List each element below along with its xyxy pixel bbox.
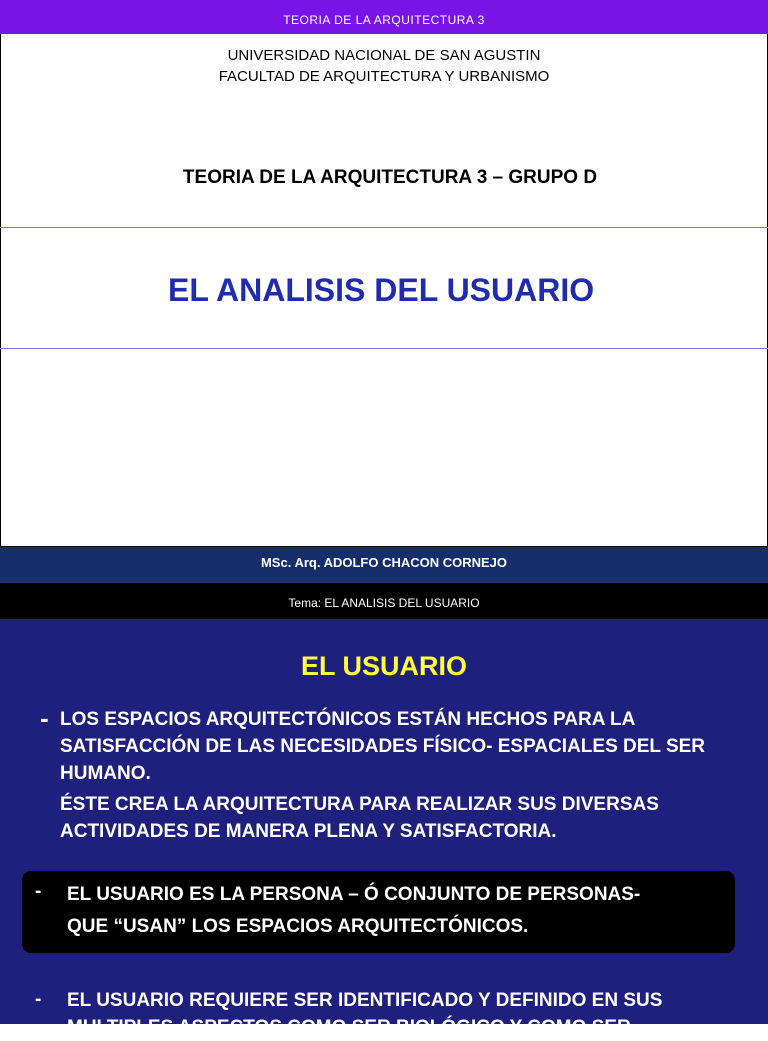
box-line-2: QUE “USAN” LOS ESPACIOS ARQUITECTÓNICOS. xyxy=(67,916,529,937)
last-bullet-dash: - xyxy=(35,989,42,1010)
divider-bottom xyxy=(0,348,768,349)
slide2-heading: EL USUARIO xyxy=(300,651,468,681)
course-title: TEORIA DE LA ARQUITECTURA 3 – GRUPO D xyxy=(182,167,598,188)
last-paragraph xyxy=(67,987,767,1041)
slide2-header-bar: Tema: EL ANALISIS DEL USUARIO xyxy=(0,583,768,619)
university-name: UNIVERSIDAD NACIONAL DE SAN AGUSTIN xyxy=(227,47,541,64)
author-footer: MSc. Arq. ADOLFO CHACON CORNEJO xyxy=(0,547,768,577)
bullet-dash: - xyxy=(40,703,49,733)
divider-top xyxy=(0,227,768,228)
paragraph-espacios: LOS ESPACIOS ARQUITECTÓNICOS ESTÁN HECHOS PARA LA SATISFACCIÓN DE LAS NECESIDADES FÍSICO- ESPACIALES DEL SER HUMANO. xyxy=(60,709,706,784)
faculty-name: FACULTAD DE ARQUITECTURA Y URBANISMO xyxy=(218,68,550,85)
box-line-1: EL USUARIO ES LA PERSONA – Ó CONJUNTO DE PERSONAS- xyxy=(67,884,641,905)
box-bullet-dash: - xyxy=(35,881,42,902)
main-title: EL ANALISIS DEL USUARIO xyxy=(168,272,595,308)
last-line-2: MULTIPLES ASPECTOS COMO SER BIOLÓGICO Y COMO SER xyxy=(67,1017,631,1038)
slide1-header-bar: TEORIA DE LA ARQUITECTURA 3 xyxy=(0,0,768,34)
paragraph-arquitectura: ÉSTE CREA LA ARQUITECTURA PARA REALIZAR SUS DIVERSAS ACTIVIDADES DE MANERA PLENA Y SATISFACTORIA. xyxy=(60,794,659,842)
last-line-1: EL USUARIO REQUIERE SER IDENTIFICADO Y DEFINIDO EN SUS xyxy=(67,990,663,1011)
box-text xyxy=(67,879,737,943)
